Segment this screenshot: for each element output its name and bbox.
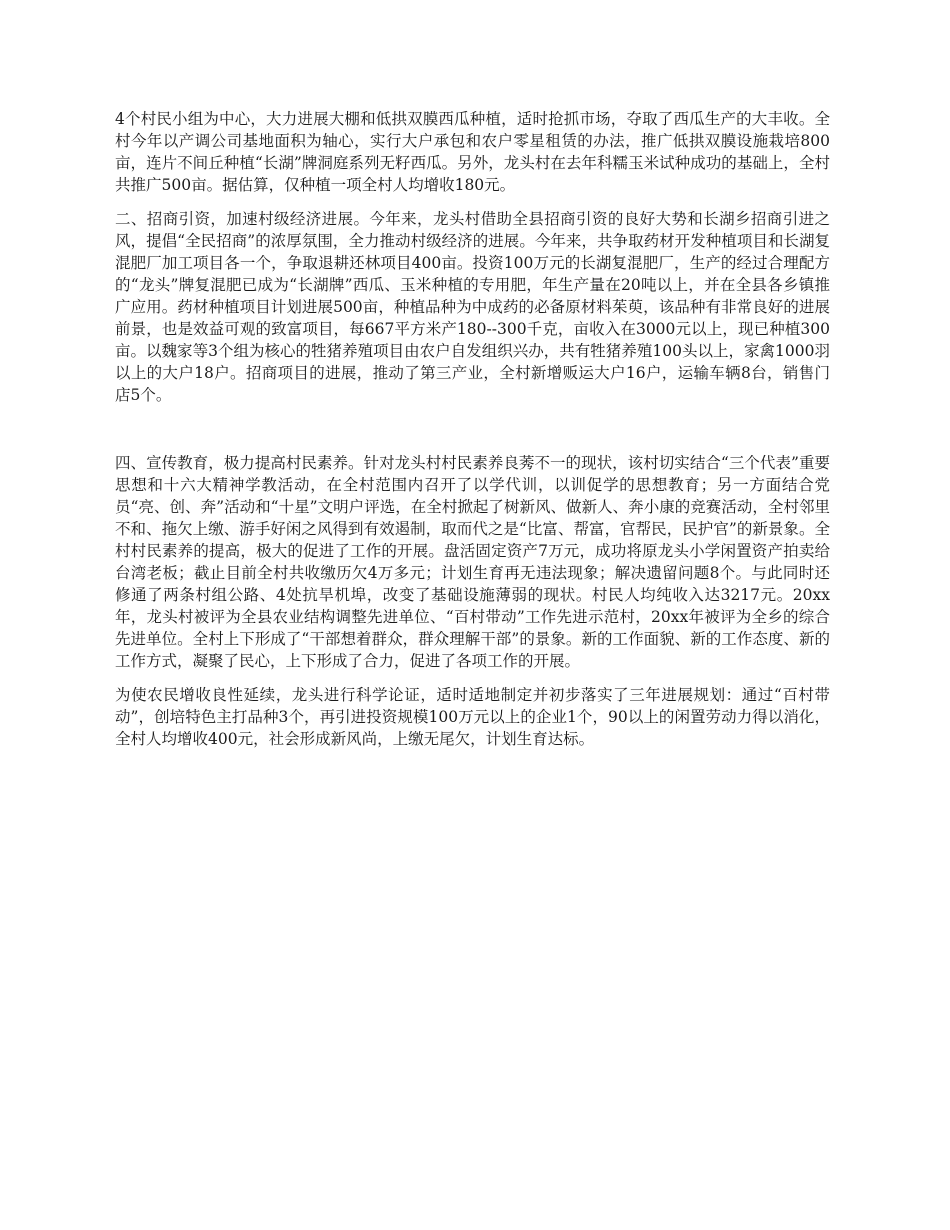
paragraph-plan: 为使农民增收良性延续，龙头进行科学论证，适时适地制定并初步落实了三年进展规划：通过“百村带动”，创培特色主打品种3个，再引进投资规模100万元以上的企业1个，90以上的闲置劳动力得以消化，全村人均增收400元，社会形成新风尚，上缴无尾欠，计划生育达标。 [115, 686, 830, 748]
paragraph-investment: 二、招商引资，加速村级经济进展。今年来，龙头村借助全县招商引资的良好大势和长湖乡招商引进之风，提倡“全民招商”的浓厚氛围，全力推动村级经济的进展。今年来，共争取药材开发种植项目和长湖复混肥厂加工项目各一个，争取退耕还林项目400亩。投资100万元的长湖复混肥厂，生产的经过合理配方的“龙头”牌复混肥已成为“长湖牌”西瓜、玉米种植的专用肥，年生产量在20吨以上，并在全县各乡镇推广应用。药材种植项目计划进展500亩，种植品种为中成药的必备原材料茱萸，该品种有非常良好的进展前景，也是效益可观的致富项目，每667平方米产180--300千克，亩收入在3000元以上，现已种植300亩。以魏家等3个组为核心的牲猪养殖项目由农户自发组织兴办，共有牲猪养殖100头以上，家禽1000羽以上的大户18户。招商项目的进展，推动了第三产业，全村新增贩运大户16户，运输车辆8台，销售门店5个。 [115, 210, 830, 404]
document-body [115, 108, 830, 762]
paragraph-watermelon: 4个村民小组为中心，大力进展大棚和低拱双膜西瓜种植，适时抢抓市场，夺取了西瓜生产的大丰收。全村今年以产调公司基地面积为轴心，实行大户承包和农户零星租赁的办法，推广低拱双膜设施栽培800亩，连片不间丘种植“长湖”牌洞庭系列无籽西瓜。另外，龙头村在去年科糯玉米试种成功的基础上，全村共推广500亩。据估算，仅种植一项全村人均增收180元。 [115, 110, 830, 194]
paragraph-education: 四、宣传教育，极力提高村民素养。针对龙头村村民素养良莠不一的现状，该村切实结合“三个代表”重要思想和十六大精神学教活动，在全村范围内召开了以学代训，以训促学的思想教育；另一方面结合党员“亮、创、奔”活动和“十星”文明户评选，在全村掀起了树新风、做新人、奔小康的竞赛活动，全村邻里不和、拖欠上缴、游手好闲之风得到有效遏制，取而代之是“比富、帮富，官帮民，民护官”的新景象。全村村民素养的提高，极大的促进了工作的开展。盘活固定资产7万元，成功将原龙头小学闲置资产拍卖给台湾老板；截止目前全村共收缴历欠4万多元；计划生育再无违法现象；解决遗留问题8个。与此同时还修通了两条村组公路、4处抗旱机埠，改变了基础设施薄弱的现状。村民人均纯收入达3217元。20xx年，龙头村被评为全县农业结构调整先进单位、“百村带动”工作先进示范村，20xx年被评为全乡的综合先进单位。全村上下形成了“干部想着群众，群众理解干部”的景象。新的工作面貌、新的工作态度、新的工作方式，凝聚了民心，上下形成了合力，促进了各项工作的开展。 [115, 454, 830, 670]
